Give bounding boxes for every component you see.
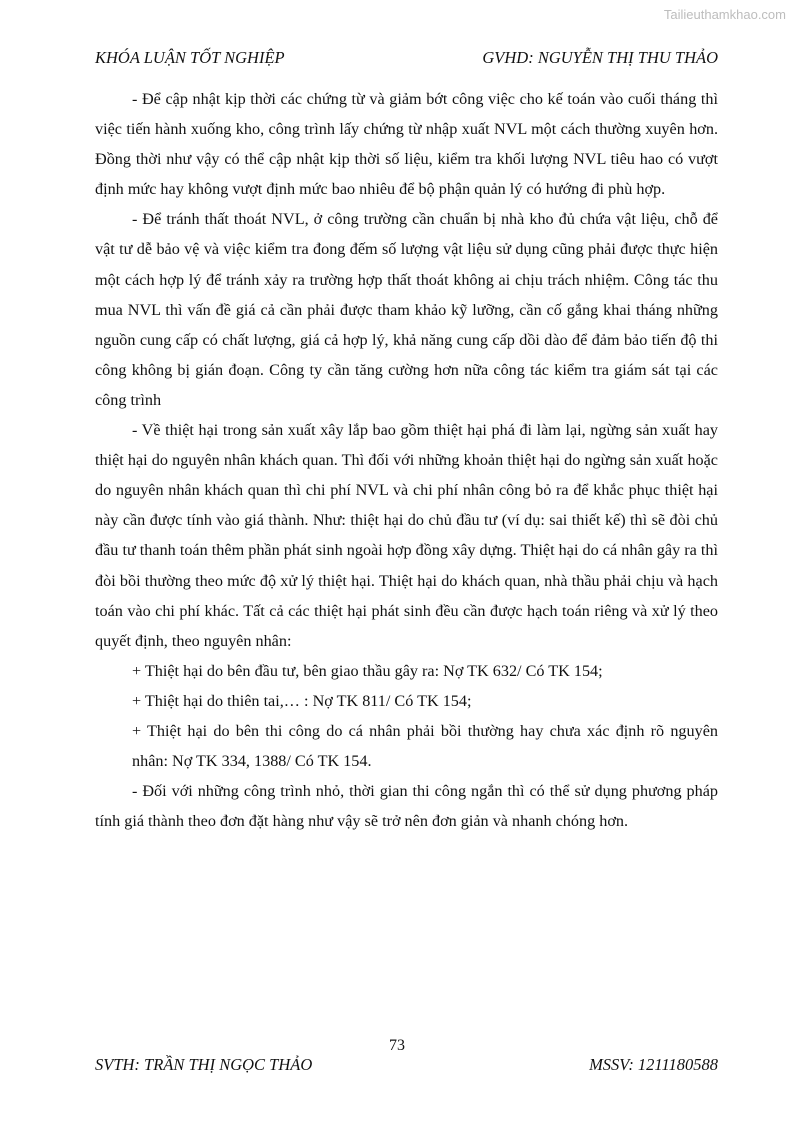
page-header [95,48,718,68]
watermark: Tailieuthamkhao.com [663,7,786,22]
page-number: 73 [389,1037,405,1054]
list-item-investor-damage: + Thiệt hại do bên đầu tư, bên giao thầu gây ra: Nợ TK 632/ Có TK 154; [132,661,603,680]
paragraph-small-projects: - Đối với những công trình nhỏ, thời gian thi công ngắn thì có thể sử dụng phương pháp tính giá thành theo đơn đặt hàng như vậy sẽ trở nên đơn giản và nhanh chóng hơn. [95,782,718,831]
paragraph-prevent-loss: - Để tránh thất thoát NVL, ở công trường cần chuẩn bị nhà kho đủ chứa vật liệu, chỗ để vật tư dễ bảo vệ và việc kiểm tra đong đếm số lượng vật liệu sử dụng cũng phải được thực hiện một cách hợp lý để tránh xảy ra trường hợp thất thoát không ai chịu trách nhiệm. Công tác thu mua NVL thì vấn đề giá cả cần phải được tham khảo kỹ lưỡng, cần cố gắng khai tháng những nguồn cung cấp có chất lượng, giá cả hợp lý, khả năng cung cấp dồi dào để đảm bảo tiến độ thi công không bị gián đoạn. Công ty cần tăng cường hơn nữa công tác kiểm tra giám sát tại các công trình [95,210,718,409]
list-item-natural-disaster: + Thiệt hại do thiên tai,… : Nợ TK 811/ Có TK 154; [132,691,472,710]
list-item-contractor-damage: + Thiệt hại do bên thi công do cá nhân phải bồi thường hay chưa xác định rõ nguyên nhân: Nợ TK 334, 1388/ Có TK 154. [132,721,718,771]
footer-student: SVTH: TRẦN THỊ NGỌC THẢO [95,1055,313,1074]
footer-student-id: MSSV: 1211180588 [589,1055,718,1074]
header-advisor: GVHD: NGUYỄN THỊ THU THẢO [482,48,718,67]
paragraph-update-vouchers: - Để cập nhật kịp thời các chứng từ và giảm bớt công việc cho kế toán vào cuối tháng thì việc tiến hành xuống kho, công trình lấy chứng từ nhập xuất NVL một cách thường xuyên hơn. Đồng thời như vậy có thể cập nhật kịp thời số liệu, kiểm tra khối lượng NVL tiêu hao có vượt định mức hay không vượt định mức bao nhiêu để bộ phận quản lý có hướng đi phù hợp. [95,90,718,199]
header-title: KHÓA LUẬN TỐT NGHIỆP [95,48,285,67]
page-footer [95,1055,718,1075]
document-body [95,84,718,836]
paragraph-damage: - Về thiệt hại trong sản xuất xây lắp bao gồm thiệt hại phá đi làm lại, ngừng sản xuất hay thiệt hại do nguyên nhân khách quan. Thì đối với những khoản thiệt hại do ngừng sản xuất hoặc do nguyên nhân khách quan thì chi phí NVL và chi phí nhân công bỏ ra để khắc phục thiệt hại này cần được tính vào giá thành. Như: thiệt hại do chủ đầu tư (ví dụ: sai thiết kế) thì sẽ đòi chủ đầu tư thanh toán thêm phần phát sinh ngoài hợp đồng xây dựng. Thiệt hại do cá nhân gây ra thì đòi bồi thường theo mức độ xử lý thiệt hại. Thiệt hại do khách quan, nhà thầu phải chịu và hạch toán vào chi phí khác. Tất cả các thiệt hại phát sinh đều cần được hạch toán riêng và xử lý theo quyết định, theo nguyên nhân: [95,421,718,650]
